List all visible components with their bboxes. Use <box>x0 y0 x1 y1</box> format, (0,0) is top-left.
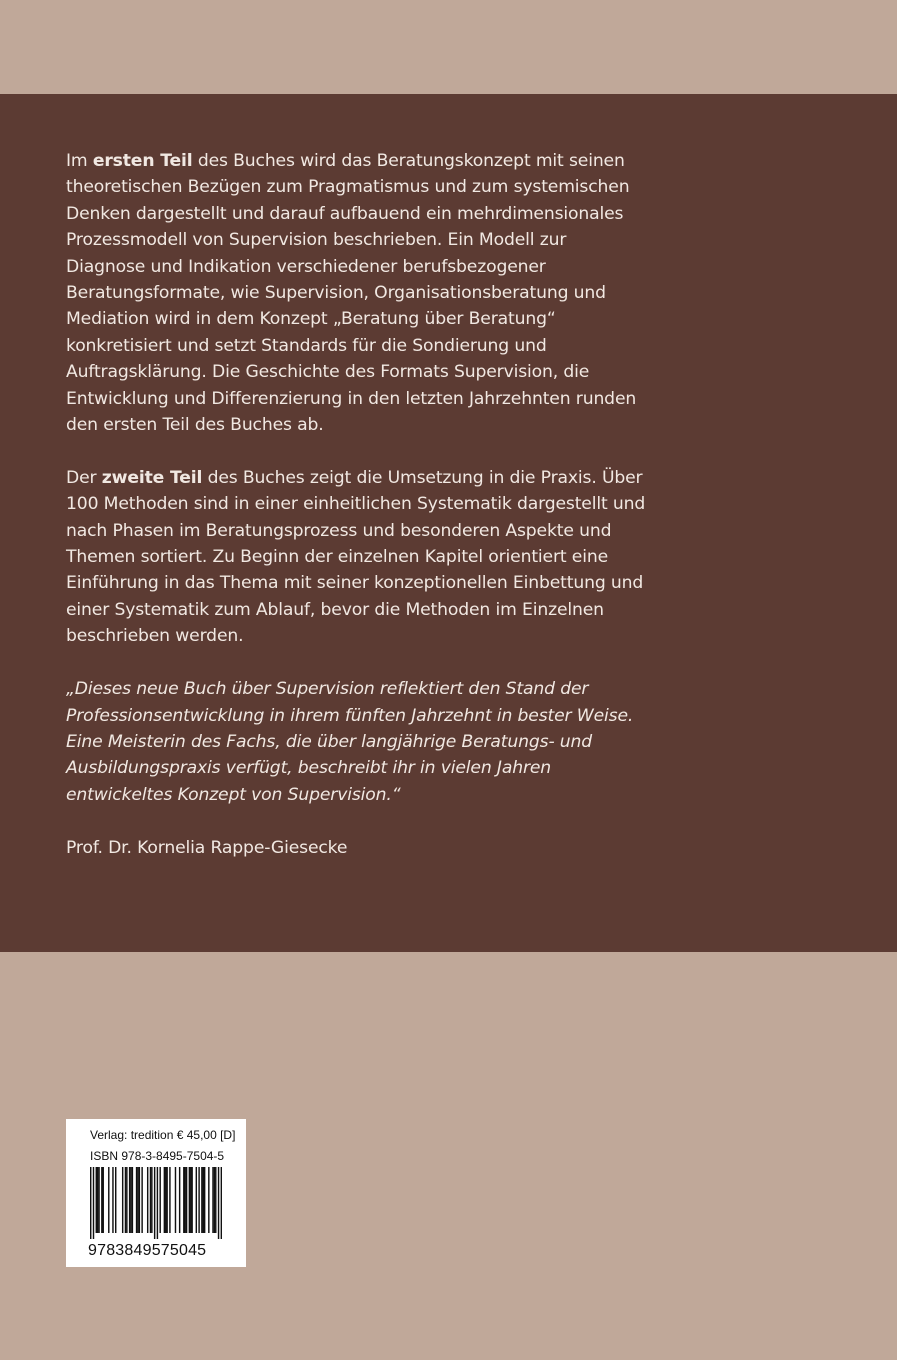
barcode-bar <box>126 1167 127 1233</box>
barcode-bar <box>136 1167 137 1233</box>
paragraph-part-one <box>66 148 646 438</box>
barcode-bar <box>147 1167 148 1233</box>
barcode-bar <box>218 1167 219 1239</box>
barcode-bar <box>150 1167 151 1233</box>
barcode-bar <box>139 1167 140 1233</box>
barcode-bar <box>186 1167 187 1233</box>
barcode-bar <box>129 1167 130 1233</box>
barcode-bar <box>214 1167 215 1233</box>
barcode-bar <box>164 1167 165 1233</box>
part-two-bold: zweite Teil <box>101 467 203 488</box>
barcode-bar <box>90 1167 91 1239</box>
barcode-bar <box>108 1167 109 1233</box>
barcode-bar <box>96 1167 97 1233</box>
part-one-rest: des Buches wird das Beratungskonzept mit seinen theoretischen Bezügen zum Pragmatismus und zum systemischen Denken dargestellt und darauf aufbauend ein mehrdimensionales Prozessmodell von Supervision beschrieben. Ein Modell zur Diagnose und Indikation verschiedener berufsbezogener Beratungsformate, wie Supervision, Organisationsberatung und Mediation wird in dem Konzept „Beratung über Beratung“ konkretisiert und setzt Standards für die Sondierung und Auftragsklärung. Die Geschichte des Formats Supervision, die Entwicklung und Differenzierung in den letzten Jahrzehnten runden den ersten Teil des Buches ab. <box>66 151 637 436</box>
barcode-bar <box>137 1167 138 1233</box>
barcode-box <box>66 1119 246 1267</box>
part-one-lead: Im <box>66 151 93 171</box>
review-quote: „Dieses neue Buch über Supervision reflektiert den Stand der Professionsentwicklung in ihrem fünften Jahrzehnt in bester Weise. Eine Meisterin des Fachs, die über langjährige Beratungs- und Ausbildungspraxis verfügt, beschreibt ihr in vielen Jahren entwickeltes Konzept von Supervision.“ <box>66 679 634 805</box>
barcode-bar <box>157 1167 158 1239</box>
isbn-text: ISBN 978-3-8495-7504-5 <box>90 1149 225 1163</box>
part-two-rest: des Buches zeigt die Umsetzung in die Praxis. Über 100 Methoden sind in einer einheitlichen Systematik dargestellt und nach Phasen im Beratungsprozess und besonderen Aspekte und Themen sortiert. Zu Beginn der einzelnen Kapitel orientiert eine Einführung in das Thema mit seiner konzeptionellen Einbettung und einer Systematik zum Ablauf, bevor die Methoden im Einzelnen beschrieben werden. <box>66 467 646 647</box>
barcode-bar <box>93 1167 94 1239</box>
barcode-bar <box>191 1167 192 1233</box>
barcode-bar <box>208 1167 209 1233</box>
barcode-bar <box>175 1167 176 1233</box>
paragraph-part-two <box>66 465 646 650</box>
barcode-bar <box>165 1167 166 1233</box>
barcode-bar <box>112 1167 113 1233</box>
barcode-bar <box>101 1167 102 1233</box>
barcode-bar <box>103 1167 104 1233</box>
barcode-bar <box>98 1167 99 1233</box>
barcode-bar <box>198 1167 199 1233</box>
barcode-bar <box>204 1167 205 1233</box>
barcode-bar <box>190 1167 191 1233</box>
barcode-bar <box>132 1167 133 1233</box>
quote-attribution: Prof. Dr. Kornelia Rappe-Giesecke <box>66 837 348 858</box>
barcode-bar <box>154 1167 155 1239</box>
barcode-bar <box>215 1167 216 1233</box>
barcode-bar <box>97 1167 98 1233</box>
barcode-digits: 9783849575045 <box>88 1242 207 1259</box>
barcode-bar <box>141 1167 142 1233</box>
publisher-price: Verlag: tredition € 45,00 [D] <box>90 1128 236 1142</box>
barcode-bar <box>203 1167 204 1233</box>
barcode-bar <box>159 1167 160 1233</box>
barcode-bar <box>189 1167 190 1233</box>
part-one-bold: ersten Teil <box>92 151 193 171</box>
barcode-bar <box>212 1167 213 1233</box>
barcode-bar <box>151 1167 152 1233</box>
barcode-bar <box>122 1167 123 1233</box>
barcode-bar <box>125 1167 126 1233</box>
barcode-bar <box>196 1167 197 1233</box>
barcode-bars <box>90 1167 222 1239</box>
barcode-bar <box>169 1167 170 1233</box>
part-two-lead: Der <box>66 467 102 488</box>
back-cover-text <box>66 148 646 887</box>
barcode-bar <box>221 1167 222 1239</box>
barcode-bar <box>130 1167 131 1233</box>
barcode-bar <box>166 1167 167 1233</box>
barcode-bar <box>201 1167 202 1233</box>
barcode-bar <box>179 1167 180 1233</box>
barcode-bar <box>184 1167 185 1233</box>
barcode-bar <box>115 1167 116 1233</box>
barcode-bar <box>183 1167 184 1233</box>
